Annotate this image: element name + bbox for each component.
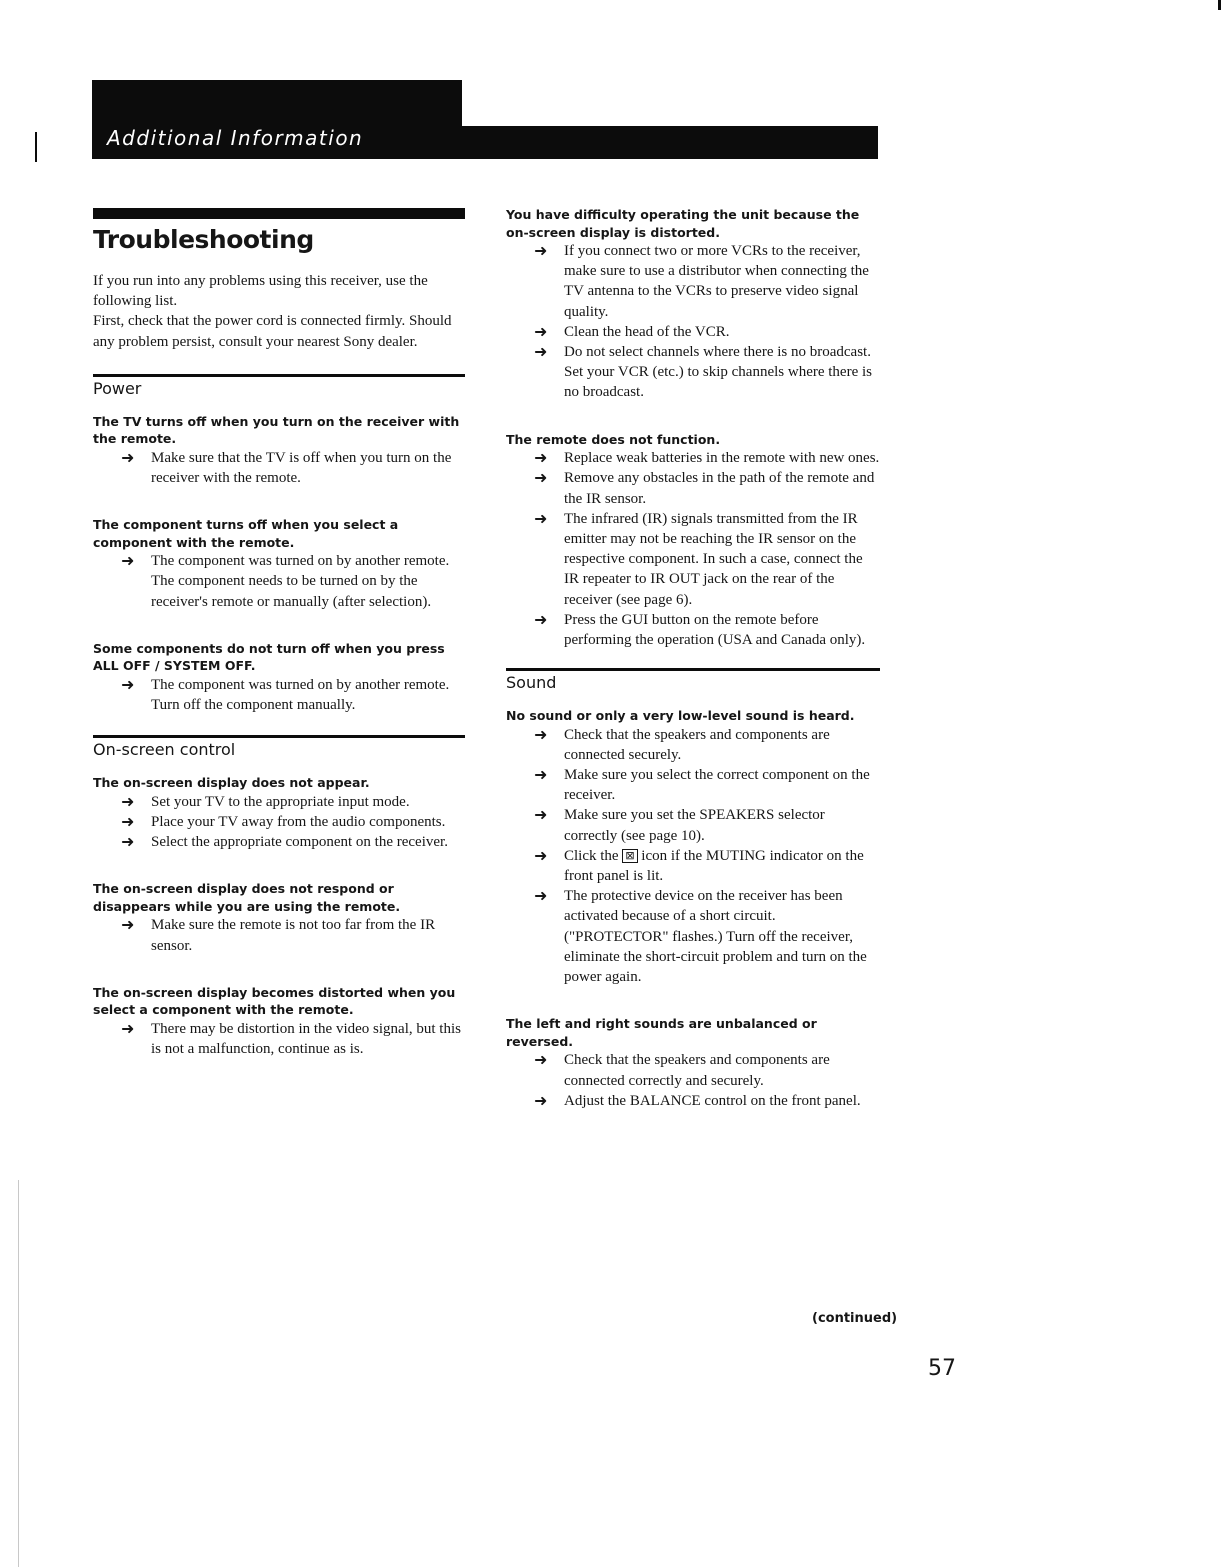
scan-edge-line [18,1180,19,1567]
muting-icon: ⊠ [622,849,637,863]
solution-text: The component was turned on by another remote. Turn off the component manually. [151,676,450,714]
trouble-item [506,707,880,987]
solution-text: Do not select channels where there is no broadcast. Set your VCR (etc.) to skip channels where there is no broadcast. [564,344,872,401]
left-column [93,208,465,1087]
solution-text: Make sure you set the SPEAKERS selector correctly (see page 10). [564,807,825,844]
header-strip [462,126,878,159]
solution [534,610,880,650]
intro-paragraph: First, check that the power cord is connected firmly. Should any problem persist, consult your nearest Sony dealer. [93,313,452,350]
arrow-icon: ➜ [121,811,135,831]
arrow-icon: ➜ [534,1050,548,1070]
solution [121,448,465,488]
solution [121,551,465,612]
intro-paragraph: If you run into any problems using this receiver, use the following list. [93,273,428,310]
trouble-item [93,413,465,488]
arrow-icon: ➜ [534,765,548,785]
solution-text: Remove any obstacles in the path of the remote and the IR sensor. [564,470,875,507]
margin-mark [35,132,37,162]
trouble-item [93,774,465,852]
problem-text: The on-screen display does not appear. [93,775,370,791]
arrow-icon: ➜ [534,448,548,468]
page-title: Troubleshooting [93,225,314,254]
section-title: Power [93,374,465,398]
arrow-icon: ➜ [121,1018,135,1038]
trouble-item [93,640,465,715]
solution-text: Make sure that the TV is off when you turn on the receiver with the remote. [151,449,452,487]
section-title: Sound [506,668,880,692]
solution [121,792,465,812]
trouble-item [506,1015,880,1111]
arrow-icon: ➜ [534,805,548,825]
title-rule [93,208,465,219]
arrow-icon: ➜ [121,551,135,571]
solution-text: If you connect two or more VCRs to the receiver, make sure to use a distributor when connecting the TV antenna to the VCRs to preserve video signal quality. [564,243,869,320]
solution-text: There may be distortion in the video signal, but this is not a malfunction, continue as is. [151,1020,461,1057]
solution [121,1019,465,1059]
solution-text: Press the GUI button on the remote before performing the operation (USA and Canada only). [564,611,866,648]
solution-text: Place your TV away from the audio components. [151,813,446,830]
arrow-icon: ➜ [534,342,548,362]
solution [534,886,880,987]
arrow-icon: ➜ [121,791,135,811]
right-column [506,206,880,1139]
trouble-item [506,431,880,651]
problem-text: The left and right sounds are unbalanced or reversed. [506,1016,817,1049]
page-number: 57 [928,1356,956,1381]
arrow-icon: ➜ [534,609,548,629]
solution [534,1091,880,1111]
solution [534,509,880,610]
section-title: On-screen control [93,735,465,759]
solution [534,805,880,845]
problem-text: The TV turns off when you turn on the receiver with the remote. [93,413,460,447]
continued-label: (continued) [812,1311,898,1326]
solution-text: The infrared (IR) signals transmitted from the IR emitter may not be reaching the IR sensor on the respective component. In such a case, connect the IR repeater to IR OUT jack on the rear of the receiver (see page 6). [564,510,863,608]
arrow-icon: ➜ [121,915,135,935]
solution-text: Check that the speakers and components are connected correctly and securely. [564,1052,830,1089]
intro [93,271,465,352]
problem-text: Some components do not turn off when you press ALL OFF / SYSTEM OFF. [93,640,445,674]
solution [534,846,880,886]
solution-text: Adjust the BALANCE control on the front panel. [564,1092,861,1109]
solution-text: Set your TV to the appropriate input mode. [151,793,410,810]
solution [121,812,465,832]
arrow-icon: ➜ [534,321,548,341]
solution-text [564,846,880,886]
section-on-screen-control [93,735,465,1059]
arrow-icon: ➜ [121,447,135,467]
trouble-item [506,206,880,403]
problem-text: The remote does not function. [506,431,721,447]
trouble-item [93,880,465,955]
solution-text: Replace weak batteries in the remote with new ones. [564,450,880,467]
solution [534,468,880,508]
problem-text: The on-screen display becomes distorted when you select a component with the remote. [93,984,456,1018]
solution [534,1050,880,1090]
arrow-icon: ➜ [534,468,548,488]
arrow-icon: ➜ [121,674,135,694]
solution [534,725,880,765]
trouble-item [93,516,465,612]
arrow-icon: ➜ [534,845,548,865]
solution-text: The component was turned on by another remote. The component needs to be turned on by the receiver's remote or manually (after selection). [151,553,450,610]
problem-text: You have difficulty operating the unit because the on-screen display is distorted. [506,207,860,240]
solution [534,342,880,403]
arrow-icon: ➜ [534,724,548,744]
solution [534,241,880,322]
solution-text: Select the appropriate component on the receiver. [151,834,448,851]
header-title: Additional Information [107,126,364,150]
margin-mark [1218,0,1221,10]
arrow-icon: ➜ [121,832,135,852]
solution-text: Make sure you select the correct component on the receiver. [564,767,870,804]
problem-text: The on-screen display does not respond or disappears while you are using the remote. [93,881,401,914]
arrow-icon: ➜ [534,886,548,906]
solution-text: The protective device on the receiver has been activated because of a short circuit. ("PROTECTOR" flashes.) Turn off the receiver, eliminate the short-circuit problem and turn on the power again. [564,888,867,986]
arrow-icon: ➜ [534,241,548,260]
trouble-item [93,984,465,1059]
problem-text: No sound or only a very low-level sound is heard. [506,708,855,724]
solution-text: Check that the speakers and components are connected securely. [564,726,830,763]
solution-text: Clean the head of the VCR. [564,323,730,340]
solution [534,322,880,342]
section-power [93,374,465,715]
arrow-icon: ➜ [534,1090,548,1110]
problem-text: The component turns off when you select a component with the remote. [93,517,399,550]
muting-text-before: Click the [564,847,619,864]
solution-text: Make sure the remote is not too far from the IR sensor. [151,917,436,954]
section-sound [506,668,880,1111]
solution [121,675,465,715]
solution [534,448,880,468]
solution [121,915,465,955]
solution [534,765,880,805]
solution [121,832,465,852]
muting-text-after: icon if the MUTING indicator on the front panel is lit. [564,847,864,885]
arrow-icon: ➜ [534,508,548,528]
